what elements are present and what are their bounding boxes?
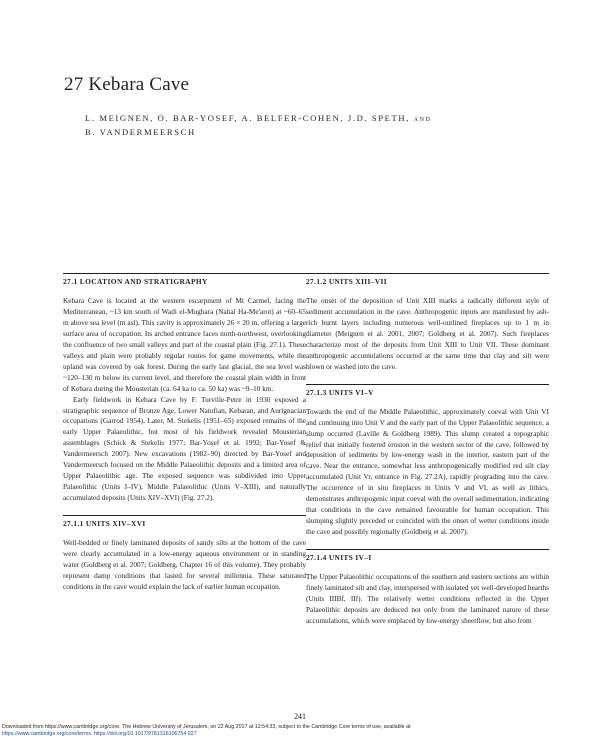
paragraph-units-iv-i: The Upper Palaeolithic occupations of the southern and eastern sections are within finely laminated silt and clay, interspersed with isolated yet well-developed hearths (Units IIIBf, IIf). The relatively wetter conditions reflected in the Upper Palaeolithic deposits are deduced not only from the laminated nature of these accumulations, which were emplaced by low-energy sheetflow, but also from (306, 572, 549, 625)
chapter-title: 27 Kebara Cave (64, 74, 190, 95)
paragraph-fieldwork: Early fieldwork in Kebara Cave by F. Turville-Petre in 1930 exposed a stratigraphic sequence of Bronze Age, Lower Natufian, Kebaran, and Aurignacian occupations (Garrod 1954). Later, M. Stekelis (1951–65) exposed remains of the early Upper Palaeolithic, but most of his fieldwork revealed Mousterian assemblages (Schick & Stekelis 1977; Bar-Yosef et al. 1992; Bar-Yosef & Vandermeersch 2007). New excavations (1982–90) directed by Bar-Yosef and Vandermeersch focused on the Middle Palaeolithic deposits and a limited area of Upper Palaeolithic age. The exposed sequence was subdivided into Upper Palaeolithic (Units I–IV), Middle Palaeolithic (Units V–XIII), and naturally accumulated deposits (Units XIV–XVI) (Fig. 27.2). (63, 394, 306, 503)
authors-line-2: B. VANDERMEERSCH (85, 127, 196, 137)
paragraph-units-vi-v: Towards the end of the Middle Palaeolithic, approximately coeval with Unit VI and continuing into Unit V and the early part of the Upper Palaeolithic sequence, a slump occurred (Laville & Goldberg 1989). This slump created a topographic relief that initially fostered erosion in the western sector of the cave, followed by deposition of sediments by low-energy wash in the interior, eastern part of the cave. Near the entrance, somewhat less anthropogenically modified red silt clay accumulated (Unit Vr, entrance in Fig. 27.2A), rapidly prograding into the cave. The occurrence of in situ fireplaces in Units V and VI, as well as lithics, demonstrates anthropogenic input coeval with the overall sedimentation, indicating that conditions in the cave remained favourable for human occupation. This slumping slightly preceded or coincided with the onset of wetter conditions inside the cave and possibly regionally (Goldberg et al. 2007). (306, 406, 549, 537)
left-column (63, 273, 306, 593)
subsection-rule (306, 273, 549, 274)
subsection-heading-units-xiv-xvi: 27.1.1 UNITS XIV–XVI (63, 519, 146, 529)
authors-line-1: L. MEIGNEN, O. BAR-YOSEF, A. BELFER-COHEN, J.D. SPETH, and (85, 113, 432, 123)
author-list (85, 111, 431, 139)
right-column (306, 273, 549, 627)
paragraph-units-xiv-xvi: Well-bedded or finely laminated deposits of sandy silts at the bottom of the cave were clearly accumulated in a low-energy aqueous environment or in standing water (Goldberg et al. 2007; Goldberg, Chapter 16 of this volume). They probably represent damp conditions that lasted for several millennia. These saturated conditions in the cave would explain the lack of earlier human occupation. (63, 538, 306, 591)
subsection-rule (306, 384, 549, 385)
subsection-heading-units-vi-v: 27.1.3 UNITS VI–V (306, 387, 374, 397)
subsection-rule (63, 515, 306, 516)
footer-terms-link[interactable]: https://www.cambridge.org/core/terms. https://doi.org/10.1017/9781316106754.027 (2, 731, 197, 738)
section-heading-location-stratigraphy: 27.1 LOCATION AND STRATIGRAPHY (63, 277, 208, 286)
section-rule (63, 273, 306, 274)
page-number: 241 (294, 712, 306, 721)
paragraph-units-xiii-vii: The onset of the deposition of Unit XIII marks a radically different style of sediment accumulation in the cave. Anthropogenic inputs are manifested by ash-rich burnt layers including numerous well-outlined fireplaces up to 1 m in diameter (Meignen et al. 2001, 2007; Goldberg et al. 2007). Such fireplaces characterize most of the deposits from Unit XIII to Unit VII. These dominant anthropogenic accumulations occurred at the same time that clay and silt were blown or washed into the cave. (306, 296, 549, 371)
subsection-heading-units-xiii-vii: 27.1.2 UNITS XIII–VII (306, 277, 387, 286)
subsection-heading-units-iv-i: 27.1.4 UNITS IV–I (306, 553, 372, 563)
paragraph-location: Kebara Cave is located at the western escarpment of Mt Carmel, facing the Mediterranean, ~13 km south of Wadi el-Mughara (Nahal Ha-Me'arot) at ~60–65 m above sea level (m asl). This cavity is approximately 26 × 20 m, offering a large surface area of occupation. Its arched entrance faces north-northwest, overlooking the confluence of two small valleys and part of the coastal plain (Fig. 27.1). These valleys and plain were probably regular routes for game movements, while the upland was covered by oak forest. During the early last glacial, the sea level was ~120–130 m below its current level, and therefore the coastal plain width in front of Kebara during the Mousterian (ca. 64 ka to ca. 50 ka) was ~9–10 km. (63, 296, 306, 393)
footer-line-1: Downloaded from https://www.cambridge.org/core. The Hebrew University of Jerusalem, on 22 Aug 2017 at 12:54:33, subject to the Cambridge Core terms of use, available at (2, 724, 411, 730)
download-footer (2, 724, 411, 739)
subsection-rule (306, 549, 549, 550)
